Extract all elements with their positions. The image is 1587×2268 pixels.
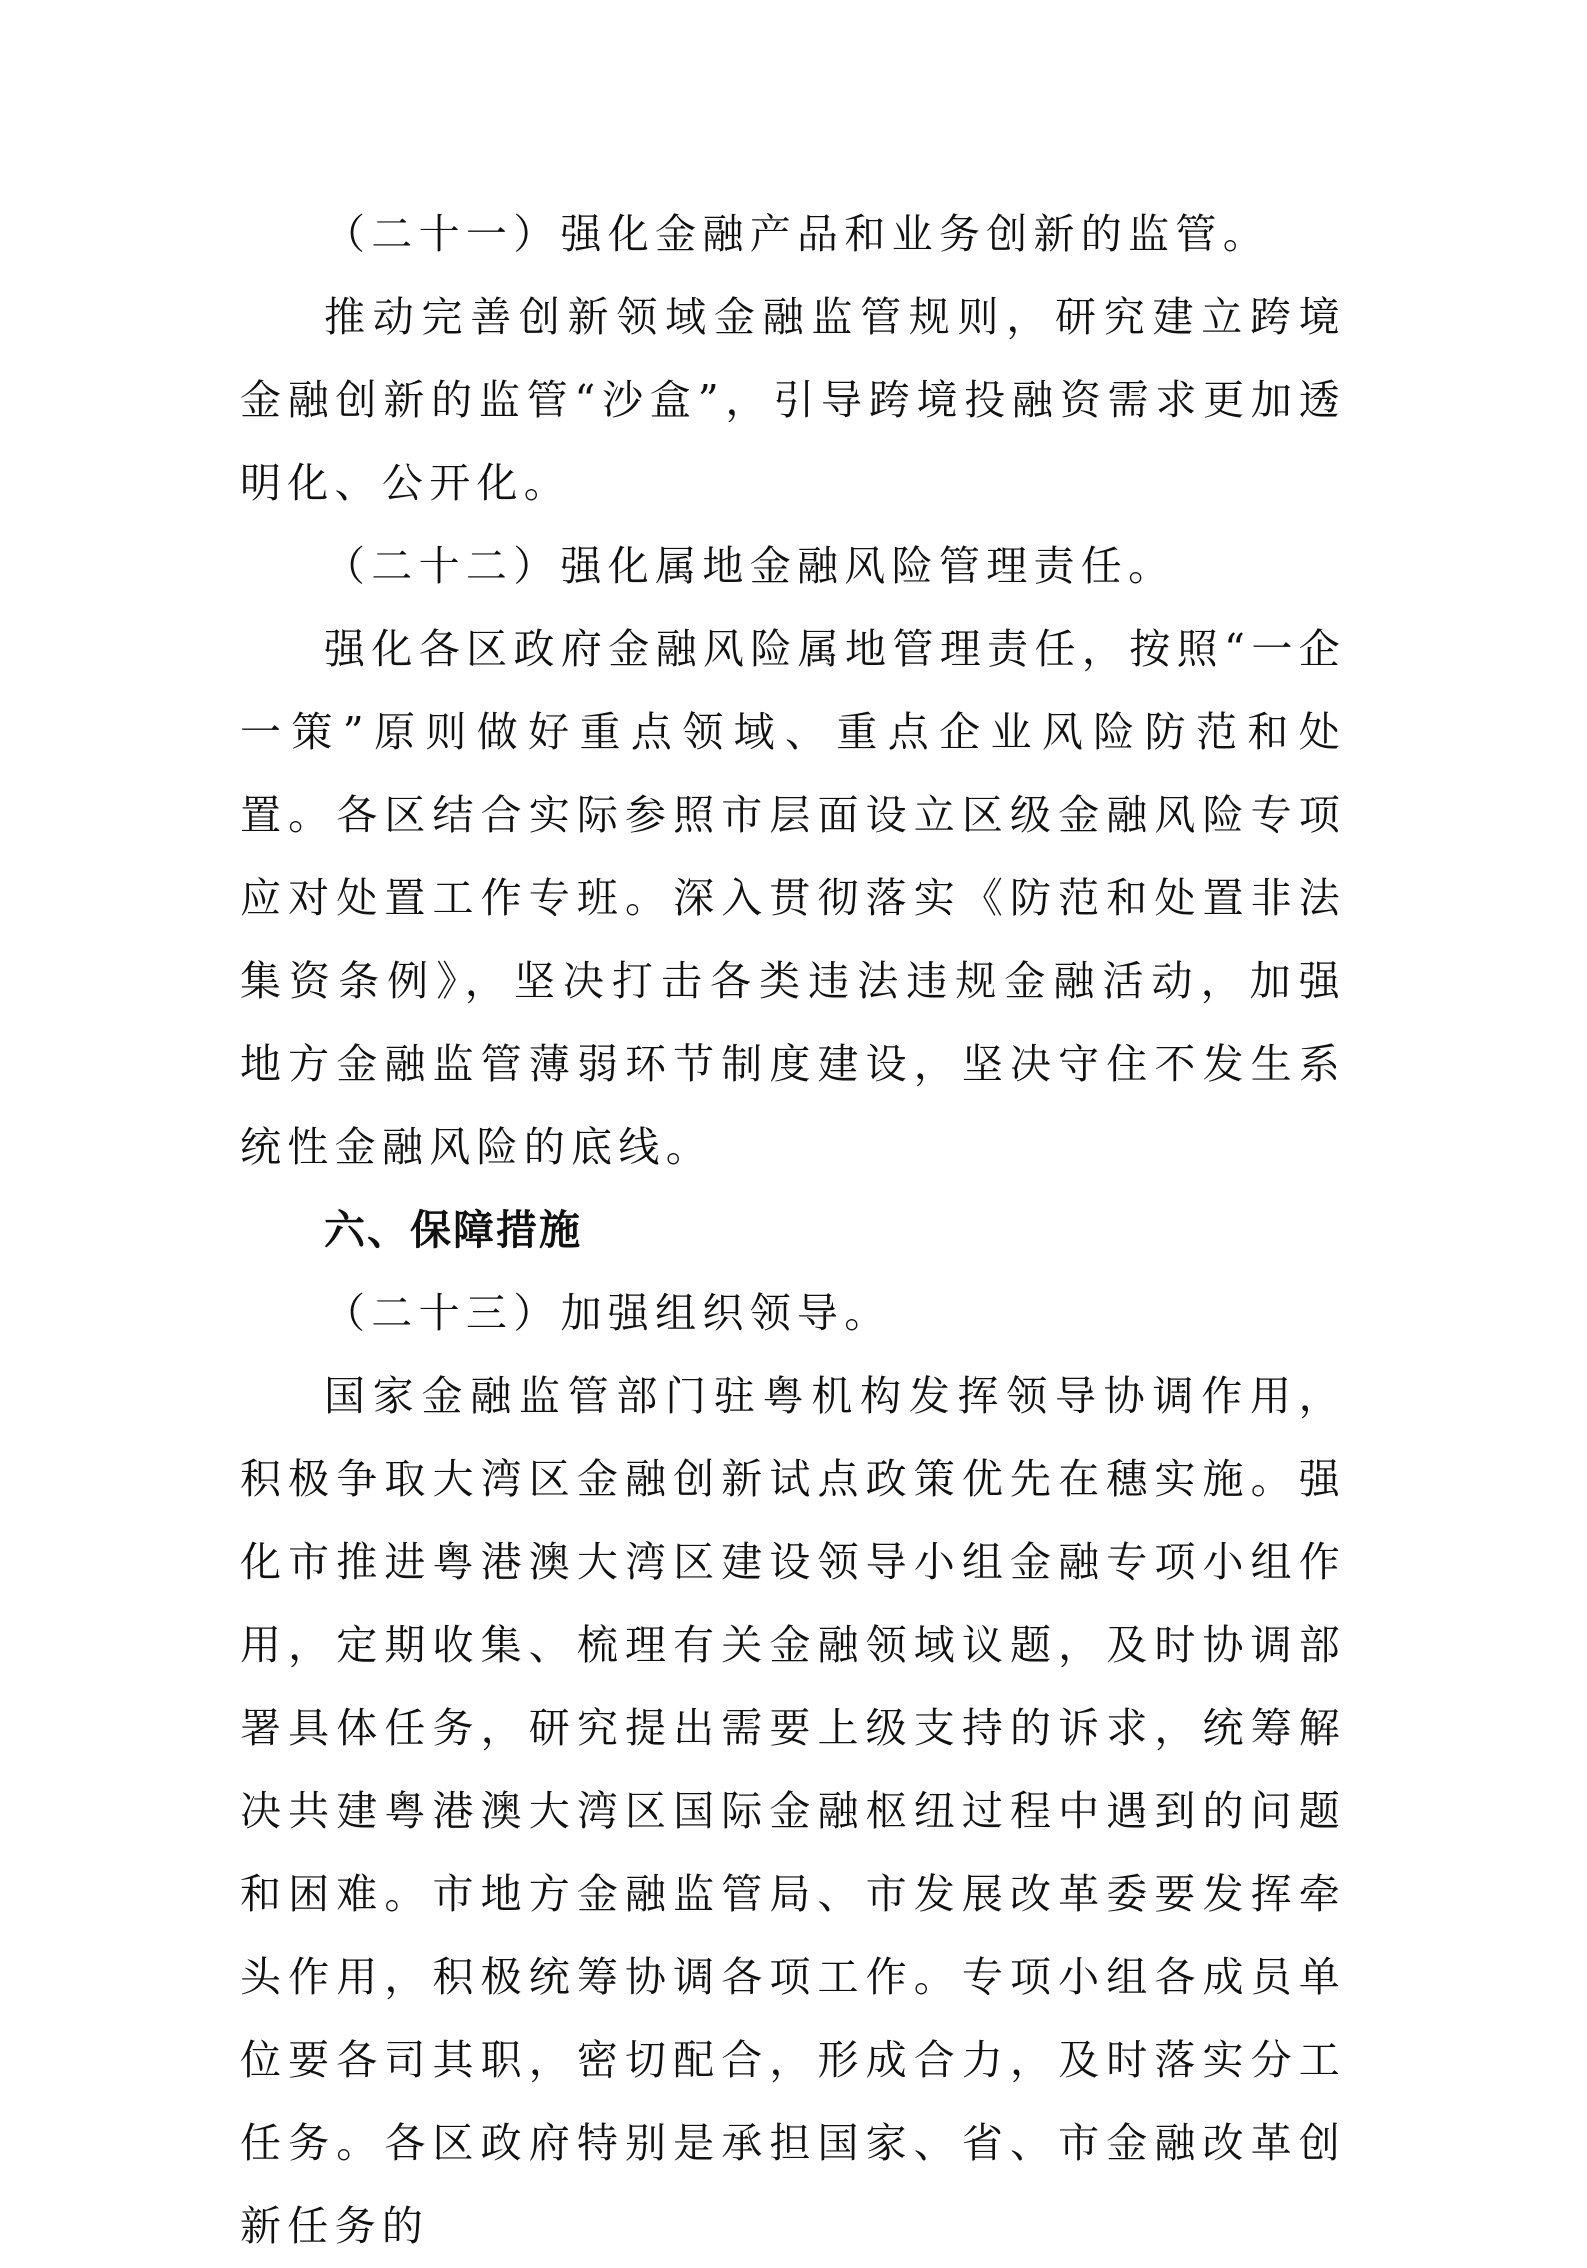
subsection-21-body: 推动完善创新领域金融监管规则，研究建立跨境金融创新的监管“沙盒”，引导跨境投融资需求更加透明化、公开化。 — [240, 293, 1346, 507]
subsection-22-body: 强化各区政府金融风险属地管理责任，按照“一企一策”原则做好重点领域、重点企业风险防范和处置。各区结合实际参照市层面设立区级金融风险专项应对处置工作专班。深入贯彻落实《防范和处置非法集资条例》，坚决打击各类违法违规金融活动，加强地方金融监管薄弱环节制度建设，坚决守住不发生系统性金融风险的底线。 — [240, 625, 1346, 1171]
document-body — [240, 193, 1346, 2268]
subsection-23-body: 国家金融监管部门驻粤机构发挥领导协调作用，积极争取大湾区金融创新试点政策优先在穗实施。强化市推进粤港澳大湾区建设领导小组金融专项小组作用，定期收集、梳理有关金融领域议题，及时协调部署具体任务，研究提出需要上级支持的诉求，统筹解决共建粤港澳大湾区国际金融枢纽过程中遇到的问题和困难。市地方金融监管局、市发展改革委要发挥牵头作用，积极统筹协调各项工作。专项小组各成员单位要各司其职，密切配合，形成合力，及时落实分工任务。各区政府特别是承担国家、省、市金融改革创新任务的 — [240, 1372, 1346, 2250]
section-6-heading: 六、保障措施 — [324, 1206, 582, 1254]
subsection-23-heading: （二十三）加强组织领导。 — [324, 1289, 892, 1337]
subsection-22-heading: （二十二）强化属地金融风险管理责任。 — [324, 542, 1176, 590]
subsection-21-heading: （二十一）强化金融产品和业务创新的监管。 — [324, 210, 1270, 258]
